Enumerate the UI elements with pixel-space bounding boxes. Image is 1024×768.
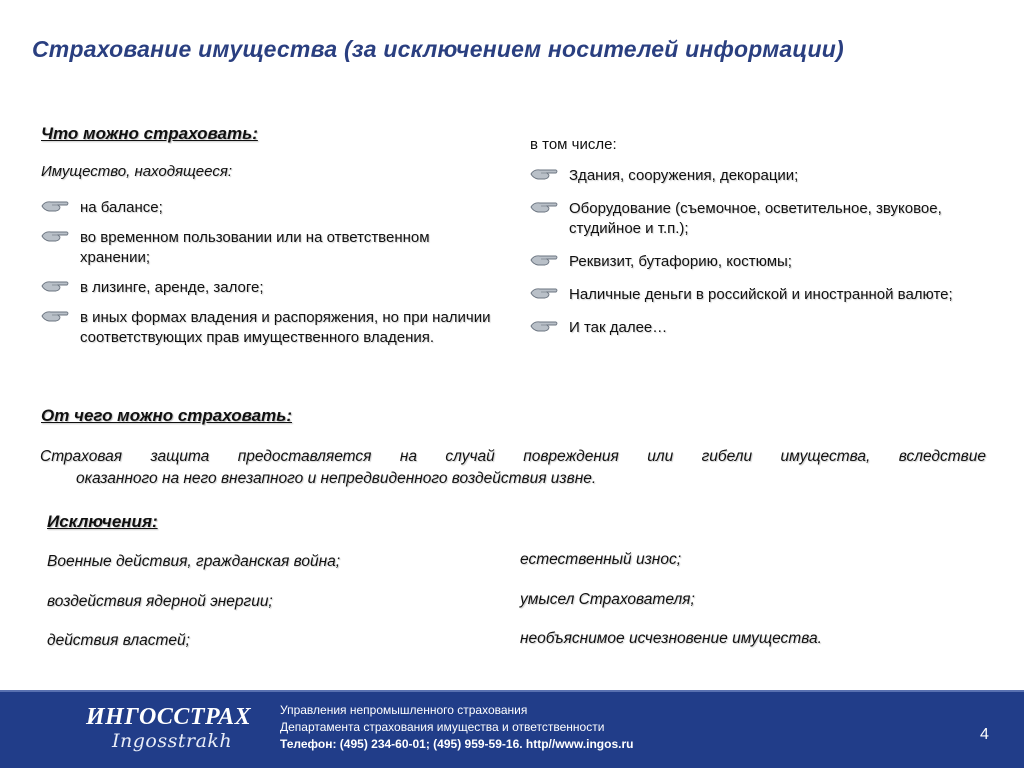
exclusion-item: воздействия ядерной энергии; <box>47 593 273 610</box>
what-heading: Что можно страховать: <box>41 124 258 143</box>
pointing-hand-icon <box>530 286 558 300</box>
footer-bar <box>0 690 1024 768</box>
pointing-hand-icon <box>41 199 69 213</box>
footer-contacts: Телефон: (495) 234-60-01; (495) 959-59-16. http//www.ingos.ru <box>280 737 634 751</box>
list-item <box>530 199 970 239</box>
list-item-text: во временном пользовании или на ответственном хранении; <box>80 229 430 266</box>
footer-divider <box>0 690 1024 692</box>
exclusion-item: естественный износ; <box>520 551 682 568</box>
list-item-text: Реквизит, бутафорию, костюмы; <box>569 253 792 270</box>
pointing-hand-icon <box>530 200 558 214</box>
pointing-hand-icon <box>530 253 558 267</box>
footer-line-2: Департамента страхования имущества и ответственности <box>280 720 605 734</box>
list-item-text: в лизинге, аренде, залоге; <box>80 279 264 296</box>
page-number: 4 <box>980 726 989 743</box>
logo-script: Ingosstrakh <box>112 730 233 752</box>
including-label: в том числе: <box>530 136 617 153</box>
pointing-hand-icon <box>41 279 69 293</box>
list-item-text: на балансе; <box>80 199 163 216</box>
including-list <box>530 166 970 338</box>
pointing-hand-icon <box>530 167 558 181</box>
from-what-heading: От чего можно страховать: <box>41 406 293 425</box>
list-item <box>41 228 491 268</box>
coverage-line-2: оказанного на него внезапного и непредвиденного воздействия извне. <box>76 470 597 487</box>
coverage-paragraph <box>40 446 986 490</box>
exclusion-item: умысел Страхователя; <box>520 591 695 608</box>
pointing-hand-icon <box>41 309 69 323</box>
list-item-text: в иных формах владения и распоряжения, но при наличии соответствующих прав имущественного владения. <box>80 309 491 346</box>
ingosstrakh-logo <box>86 702 252 756</box>
exclusion-item: необъяснимое исчезновение имущества. <box>520 630 822 647</box>
footer-line-1: Управления непромышленного страхования <box>280 703 528 717</box>
list-item-text: И так далее… <box>569 319 668 336</box>
list-item <box>530 285 970 305</box>
list-item <box>41 308 491 348</box>
exclusions-heading: Исключения: <box>47 512 158 531</box>
exclusion-item: Военные действия, гражданская война; <box>47 553 341 570</box>
exclusion-item: действия властей; <box>47 632 190 649</box>
logo-wordmark: ИНГОССТРАХ <box>86 704 252 730</box>
list-item-text: Наличные деньги в российской и иностранной валюте; <box>569 286 953 303</box>
pointing-hand-icon <box>530 319 558 333</box>
pointing-hand-icon <box>41 229 69 243</box>
list-item-text: Оборудование (съемочное, осветительное, звуковое, студийное и т.п.); <box>569 200 942 237</box>
list-item-text: Здания, сооружения, декорации; <box>569 167 799 184</box>
list-item <box>41 198 491 218</box>
coverage-line-1: Страховая защита предоставляется на случай повреждения или гибели имущества, вследствие <box>40 448 986 465</box>
list-item <box>530 252 970 272</box>
page-title: Страхование имущества (за исключением носителей информации) <box>32 36 844 62</box>
list-item <box>41 278 491 298</box>
list-item <box>530 318 970 338</box>
what-subheading: Имущество, находящееся: <box>41 163 232 180</box>
what-list <box>41 198 491 348</box>
list-item <box>530 166 970 186</box>
footer-info <box>280 702 633 753</box>
